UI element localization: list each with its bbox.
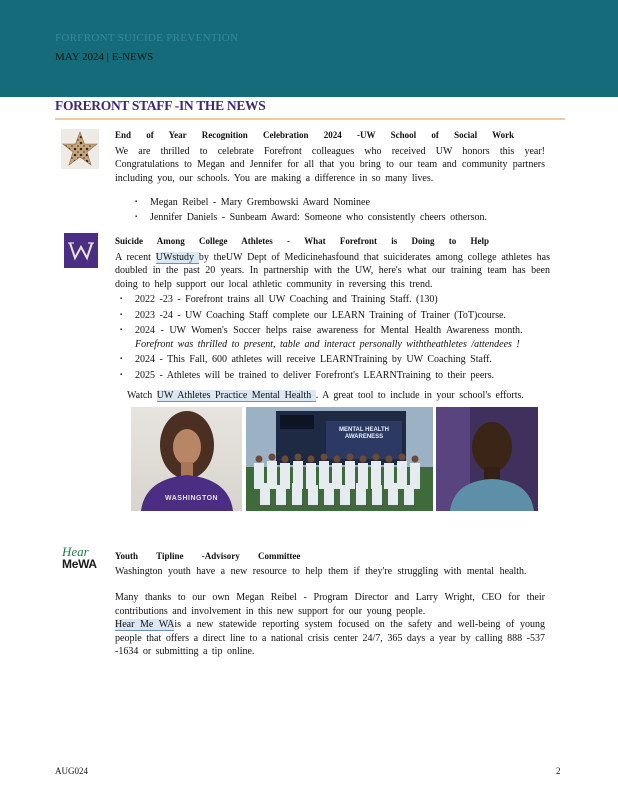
coach-photo (436, 407, 538, 511)
story-tipline (115, 550, 545, 659)
story-athletes (115, 235, 550, 403)
list-item-italic: Forefront was thrilled to present, table and interact personally withtheathletes /attendees ! (135, 338, 520, 350)
star-icon (61, 129, 99, 169)
section-divider (55, 118, 565, 120)
team-photo (246, 407, 433, 511)
list-item: ▪ Megan Reibel - Mary Grembowski Award Nominee (132, 196, 545, 210)
hear-me-wa-link[interactable]: Hear Me WA (115, 619, 175, 630)
story-body: We are thrilled to celebrate Forefront colleagues who received UW honors this year! Congratulations to Megan and Jennifer for all that you bring to our team and community partners including you, our schools. You are making a difference in so many lives. (115, 145, 545, 184)
section-title: FORERONT STAFF -IN THE NEWS (55, 98, 266, 113)
story-heading: End of Year Recognition Celebration 2024 -UW School of Social Work (115, 130, 515, 140)
footer-date: AUG024 (55, 766, 88, 776)
hear-me-wa-logo (62, 545, 104, 575)
header-banner (0, 0, 618, 97)
story-body: Washington youth have a new resource to help them if they're struggling with mental health. (115, 565, 527, 577)
athlete-photo (131, 407, 242, 511)
logo-bottom-text: MeWA (62, 557, 97, 571)
list-item: ▪ Jennifer Daniels - Sunbeam Award: Someone who consistently cheers otherson. (132, 211, 545, 225)
issue-label: MAY 2024 | E-NEWS (55, 51, 154, 63)
page-number: 2 (556, 766, 561, 776)
story-heading: Suicide Among College Athletes - What Forefront is Doing to Help (115, 236, 489, 246)
newsletter-title: FORFRONT SUICIDE PREVENTION (55, 32, 239, 44)
video-link[interactable]: UW Athletes Practice Mental Health (156, 390, 316, 401)
list-item: ▪ 2025 - Athletes will be trained to deliver Forefront's LEARNTraining to their peers. (117, 369, 550, 383)
jersey-text: WASHINGTON (165, 495, 219, 502)
uw-study-link[interactable]: UWstudy (155, 251, 199, 263)
story-body: Hear Me WAis a new statewide reporting system focused on the safety and well-being of young people that offers a direct line to a national crisis center 24/7, 365 days a year by calling 888 -537 -1634 or submitting a tip online. (115, 619, 545, 657)
story-body: Many thanks to our own Megan Reibel - Program Director and Larry Wright, CEO for their contributions and involvement in this new support for our young people. (115, 592, 545, 617)
list-item: ▪ 2023 -24 - UW Coaching Staff complete our LEARN Training of Trainer (ToT)course. (117, 309, 550, 323)
list-item: ▪ 2024 - UW Women's Soccer helps raise awareness for Mental Health Awareness month. (117, 324, 550, 338)
story-recognition (115, 129, 545, 224)
story-body: A recent UWstudy by theUW Dept of Medicinehasfound that suiciderates among college athletes has doubled in the past 20 years. In partnership with the UW, here's what our training team has been doing to help support our local athletic community in reversing this trend. (115, 251, 550, 290)
logo-top-text: Hear (62, 544, 89, 559)
story-heading: Youth Tipline -Advisory Committee (115, 551, 301, 561)
list-item: ▪ 2022 -23 - Forefront trains all UW Coaching and Training Staff. (130) (117, 293, 550, 307)
list-item: ▪ 2024 - This Fall, 600 athletes will receive LEARNTraining by UW Coaching Staff. (117, 353, 550, 367)
uw-logo-icon (64, 233, 98, 268)
scoreboard-text: MENTAL HEALTH AWARENESS (339, 427, 389, 440)
watch-line: Watch UW Athletes Practice Mental Health . A great tool to include in your school's efforts. (127, 390, 524, 401)
